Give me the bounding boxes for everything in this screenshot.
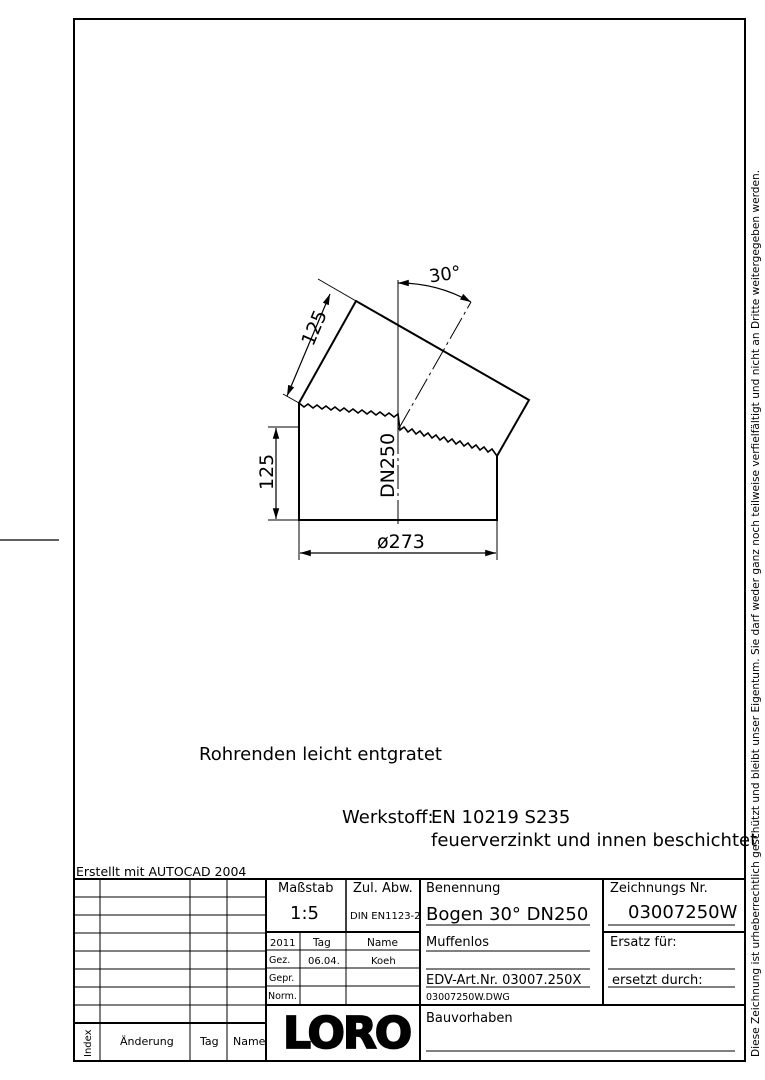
scale-label: Maßstab: [278, 881, 334, 896]
name-col-label: Name: [367, 937, 398, 949]
created-with-label: Erstellt mit AUTOCAD 2004: [76, 864, 247, 879]
drawing-no-label: Zeichnungs Nr.: [610, 881, 708, 896]
drawn-label: Gez.: [269, 955, 291, 966]
name-label: Benennung: [426, 881, 501, 896]
norm-label: Norm.: [268, 991, 297, 1002]
copyright-notice: Diese Zeichnung ist urheberrechtlich geschützt und bleibt unser Eigentum. Sie darf weder ganz noch teilweise verfielfältigt und nicht an Dritte weitergegeben werden.: [750, 169, 762, 1057]
edv-number: EDV-Art.Nr. 03007.250X: [426, 973, 582, 988]
scale-value: 1:5: [290, 903, 319, 924]
drawn-by: Koeh: [371, 956, 396, 967]
rev-index-label: Index: [83, 1029, 94, 1057]
year-label: 2011: [270, 938, 296, 949]
note-deburred: Rohrenden leicht entgratet: [199, 744, 442, 765]
drawing-no-value: 03007250W: [628, 902, 738, 923]
rev-name-label: Name: [233, 1035, 266, 1048]
angle-label: 30°: [427, 262, 463, 288]
material-label: Werkstoff:: [342, 807, 434, 828]
drawn-date: 06.04.: [308, 956, 340, 967]
upper-dim-ext-2: [318, 279, 356, 301]
upper-length-label: 125: [297, 306, 332, 349]
lower-length-label: 125: [256, 453, 278, 490]
upper-dim-ext-1: [283, 394, 299, 403]
replaced-by-label: ersetzt durch:: [612, 973, 703, 988]
name-value: Bogen 30° DN250: [426, 904, 589, 925]
tolerance-label: Zul. Abw.: [353, 881, 413, 896]
rev-day-label: Tag: [200, 1035, 219, 1048]
rev-change-label: Änderung: [120, 1035, 174, 1048]
checked-label: Gepr.: [269, 973, 295, 984]
diameter-label: ø273: [377, 531, 425, 553]
replacement-for-label: Ersatz für:: [610, 935, 677, 950]
project-label: Bauvorhaben: [426, 1011, 513, 1026]
dwg-file: 03007250W.DWG: [426, 992, 510, 1003]
centerline-upper: [398, 302, 471, 430]
nominal-diameter-label: DN250: [377, 432, 399, 498]
material-line-2: feuerverzinkt und innen beschichtet: [431, 830, 758, 851]
variant-label: Muffenlos: [426, 935, 489, 950]
day-col-label: Tag: [313, 937, 331, 949]
loro-logo: LORO: [283, 1008, 411, 1059]
tolerance-value: DIN EN1123-2: [350, 911, 421, 922]
material-line-1: EN 10219 S235: [431, 807, 571, 828]
